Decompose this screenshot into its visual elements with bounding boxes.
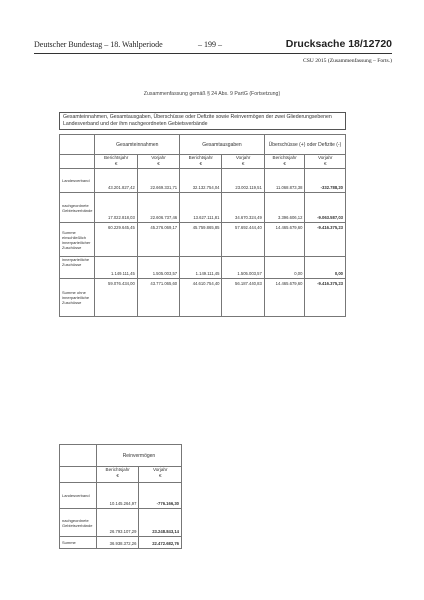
value-cell: 57.692.444,40 (222, 223, 264, 257)
summary-table-sub-header (60, 155, 346, 169)
sub-header-cell: Berichtsjahr € (96, 467, 139, 483)
row-label: innerparteiliche Zuschüsse (60, 257, 95, 279)
sub-header-cell: Vorjahr € (139, 467, 182, 483)
value-cell: 34.670.324,49 (222, 193, 264, 223)
net-assets-group-header (60, 445, 182, 467)
sub-header-cell: Vorjahr € (305, 155, 346, 169)
value-cell: -332.788,20 (305, 169, 346, 193)
group-header-expenses: Gesamtausgaben (180, 135, 265, 155)
sub-header-cell: Berichtsjahr € (180, 155, 222, 169)
value-cell: 43.201.827,42 (95, 169, 137, 193)
value-cell: 26.793.107,29 (96, 509, 139, 537)
header-document-number: Drucksache 18/12720 (285, 38, 392, 50)
header-rule (34, 53, 392, 54)
table-corner (60, 445, 97, 467)
row-label: Summe einschließlich innerparteilicher Zuschüsse (60, 223, 95, 257)
row-label: Summe ohne innerparteiliche Zuschüsse (60, 279, 95, 317)
page-header (34, 40, 392, 52)
net-assets-sub-header (60, 467, 182, 483)
value-cell: -9.416.375,23 (305, 223, 346, 257)
value-cell: 22.606.737,46 (137, 193, 179, 223)
value-cell: 1.149.111,45 (180, 257, 222, 279)
table-corner (60, 155, 95, 169)
row-label: Landesverband (60, 169, 95, 193)
value-cell: 23.248.843,14 (139, 509, 182, 537)
value-cell: 0,00 (305, 257, 346, 279)
table-row (60, 483, 182, 509)
net-assets-table (59, 444, 182, 549)
sub-header-cell: Berichtsjahr € (95, 155, 137, 169)
value-cell: 1.505.003,57 (222, 257, 264, 279)
sub-header-cell: Vorjahr € (137, 155, 179, 169)
value-cell: 43.771.065,60 (137, 279, 179, 317)
header-subtitle: CSU 2015 (Zusammenfassung – Forts.) (302, 58, 392, 64)
row-label: nachgeordnete Gebietsverbände (60, 193, 95, 223)
value-cell: 36.938.372,26 (96, 537, 139, 549)
value-cell: -9.063.587,03 (305, 193, 346, 223)
value-cell: 1.505.003,57 (137, 257, 179, 279)
value-cell: 14.465.679,60 (264, 223, 305, 257)
value-cell: -776.166,30 (139, 483, 182, 509)
value-cell: 1.149.111,45 (95, 257, 137, 279)
table-row (60, 279, 346, 317)
group-header-net-assets: Reinvermögen (96, 445, 181, 467)
value-cell: 60.229.645,45 (95, 223, 137, 257)
sub-header-cell: Berichtsjahr € (264, 155, 305, 169)
value-cell: 22.472.682,76 (139, 537, 182, 549)
table-row (60, 537, 182, 549)
row-label: nachgeordnete Gebietsverbände (60, 509, 97, 537)
table-row (60, 509, 182, 537)
value-cell: 11.068.873,38 (264, 169, 305, 193)
value-cell: -9.416.375,23 (305, 279, 346, 317)
row-label: Summe (60, 537, 97, 549)
summary-table (59, 134, 346, 317)
value-cell: 44.610.754,40 (180, 279, 222, 317)
value-cell: 22.669.331,71 (137, 169, 179, 193)
sub-header-cell: Vorjahr € (222, 155, 264, 169)
table-row (60, 257, 346, 279)
header-parliament: Deutscher Bundestag – 18. Wahlperiode (34, 40, 163, 49)
value-cell: 13.627.111,81 (180, 193, 222, 223)
table-row (60, 193, 346, 223)
value-cell: 45.759.865,85 (180, 223, 222, 257)
value-cell: 23.002.119,51 (222, 169, 264, 193)
section-title: Zusammenfassung gemäß § 24 Abs. 9 PartG (Fortsetzung) (143, 91, 281, 97)
value-cell: 0,00 (264, 257, 305, 279)
value-cell: 14.465.679,60 (264, 279, 305, 317)
value-cell: 59.076.434,00 (95, 279, 137, 317)
header-page-number: – 199 – (198, 40, 222, 49)
value-cell: 3.396.606,12 (264, 193, 305, 223)
table-corner (60, 467, 97, 483)
value-cell: 10.145.264,97 (96, 483, 139, 509)
group-header-income: Gesamteinnahmen (95, 135, 180, 155)
group-header-surplus: Überschüsse (+) oder Defizite (-) (264, 135, 345, 155)
value-cell: 17.022.818,03 (95, 193, 137, 223)
table-row (60, 169, 346, 193)
table-corner (60, 135, 95, 155)
value-cell: 56.187.440,83 (222, 279, 264, 317)
summary-table-group-header (60, 135, 346, 155)
table-row (60, 223, 346, 257)
row-label: Landesverband (60, 483, 97, 509)
value-cell: 45.276.069,17 (137, 223, 179, 257)
value-cell: 32.132.754,04 (180, 169, 222, 193)
intro-box: Gesamteinnahmen, Gesamtausgaben, Überschüsse oder Defizite sowie Reinvermögen der zwei Gliederungsebenen Landesverband und der ihm nachgeordneten Gebietsverbände (59, 112, 346, 130)
